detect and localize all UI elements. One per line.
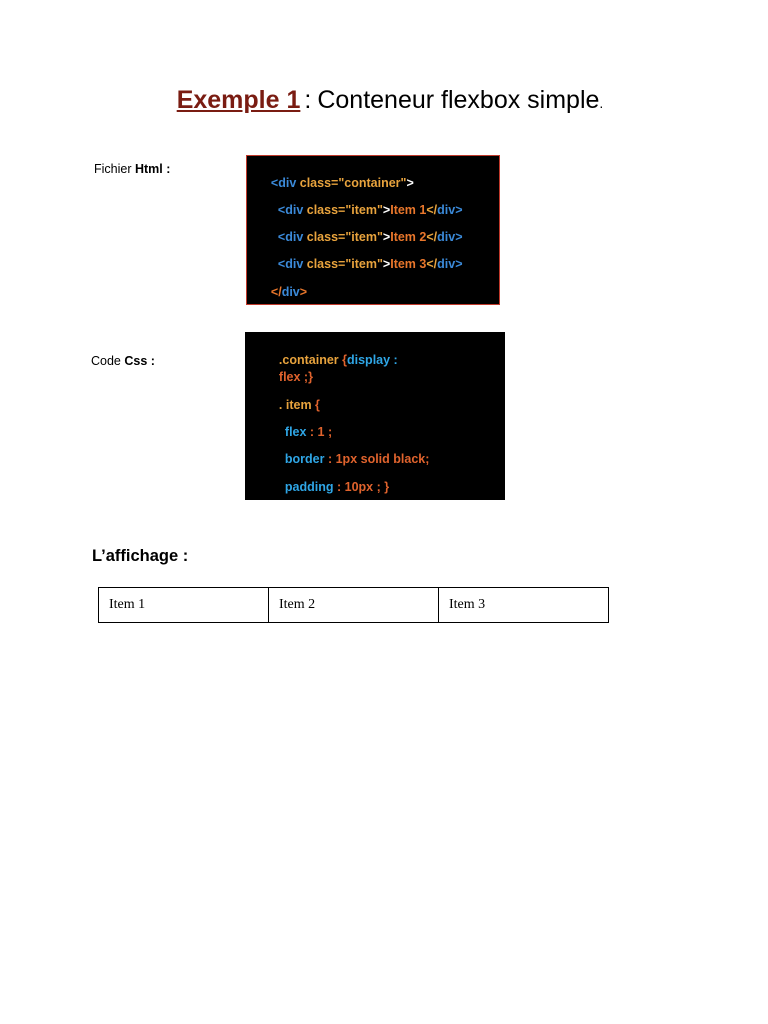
code-token: div bbox=[285, 257, 304, 271]
html-label-bold: Html bbox=[134, 162, 163, 176]
code-token: "item" bbox=[345, 257, 383, 271]
code-token: "container" bbox=[338, 176, 407, 190]
flex-item: Item 2 bbox=[268, 587, 439, 623]
code-token: < bbox=[277, 257, 286, 271]
code-token: . item bbox=[278, 398, 316, 412]
html-file-label bbox=[94, 162, 170, 176]
html-code-block bbox=[246, 155, 500, 305]
code-token: div bbox=[437, 203, 456, 217]
code-token: padding bbox=[284, 480, 334, 494]
css-label-prefix: Code bbox=[91, 354, 125, 368]
code-token: < bbox=[277, 203, 286, 217]
code-token: { bbox=[315, 398, 320, 412]
display-heading: L’affichage : bbox=[92, 547, 189, 565]
code-token: > bbox=[299, 285, 308, 299]
css-code-label bbox=[91, 354, 155, 368]
code-token: </ bbox=[426, 230, 438, 244]
code-token: : 10px ; } bbox=[333, 480, 390, 494]
flexbox-preview bbox=[98, 587, 609, 623]
code-token: border bbox=[284, 452, 325, 466]
code-token: Item 2 bbox=[390, 230, 427, 244]
code-token: flex bbox=[284, 425, 307, 439]
code-token: > bbox=[382, 257, 391, 271]
code-token: div bbox=[278, 176, 297, 190]
code-token: div bbox=[285, 230, 304, 244]
code-token: .container bbox=[278, 353, 343, 367]
code-token: Item 3 bbox=[390, 257, 427, 271]
code-token: { bbox=[342, 353, 347, 367]
code-token: : 1 ; bbox=[306, 425, 333, 439]
title-dot: . bbox=[599, 95, 604, 111]
title-colon: : bbox=[304, 86, 312, 114]
code-token: > bbox=[406, 176, 414, 190]
example-number: Exemple 1 bbox=[176, 86, 301, 114]
html-code-line bbox=[257, 270, 307, 315]
code-token: > bbox=[455, 230, 463, 244]
title-text: Conteneur flexbox simple bbox=[317, 86, 600, 114]
code-token: div bbox=[285, 203, 304, 217]
code-token: flex ;} bbox=[278, 370, 313, 384]
css-label-bold: Css bbox=[124, 354, 148, 368]
code-token: div bbox=[281, 285, 300, 299]
code-token: </ bbox=[426, 257, 438, 271]
code-token: class= bbox=[303, 230, 346, 244]
flex-item: Item 1 bbox=[98, 587, 269, 623]
code-token: > bbox=[382, 230, 391, 244]
css-code-line bbox=[271, 465, 389, 510]
code-token: > bbox=[455, 257, 463, 271]
code-token: > bbox=[382, 203, 391, 217]
code-token: class= bbox=[303, 257, 346, 271]
code-token: </ bbox=[426, 203, 438, 217]
html-label-suffix: : bbox=[162, 162, 171, 176]
flex-item: Item 3 bbox=[438, 587, 609, 623]
code-token: class= bbox=[303, 203, 346, 217]
code-token: < bbox=[277, 230, 286, 244]
code-token: display : bbox=[347, 353, 398, 367]
code-token: "item" bbox=[345, 230, 383, 244]
code-token: Item 1 bbox=[390, 203, 427, 217]
page-title bbox=[0, 86, 768, 115]
code-token: class= bbox=[296, 176, 339, 190]
css-code-block bbox=[245, 332, 505, 500]
code-token: < bbox=[270, 176, 279, 190]
html-label-prefix: Fichier bbox=[94, 162, 135, 176]
code-token: "item" bbox=[345, 203, 383, 217]
code-token: div bbox=[437, 257, 456, 271]
css-label-suffix: : bbox=[147, 354, 155, 368]
code-token: > bbox=[455, 203, 463, 217]
code-token: : 1px solid black; bbox=[324, 452, 430, 466]
code-token: div bbox=[437, 230, 456, 244]
code-token: </ bbox=[270, 285, 282, 299]
